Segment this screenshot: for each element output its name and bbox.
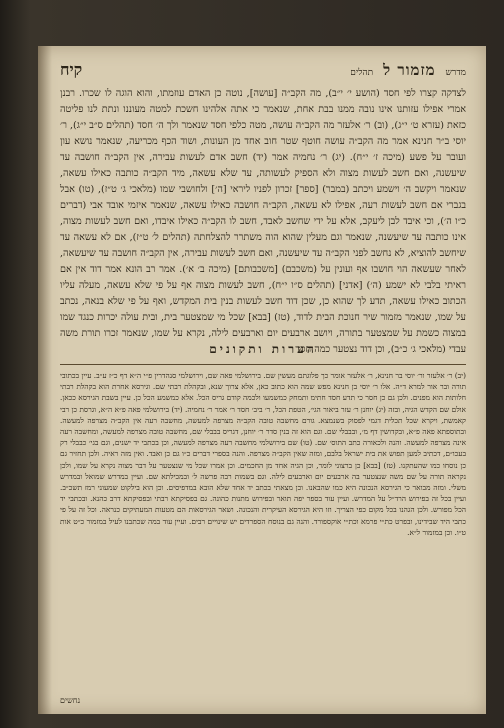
psalm-title: מזמור ל xyxy=(383,61,436,79)
page-header xyxy=(60,60,466,82)
main-midrash-text: לצדקה קצרו לפי חסד (הושע י׳ י״ב), מה הקב״ה [עושה], נוטה כן האדם עוזמתו, והוא הוגה לו שכרו. רבנן אמרי אפילו עזותנו אינו נובה ממנו בבת אחת, שנאמר כי אתה אלהינו חשכת למטה מעוננו ונתת לנו פליטה כזאת (עזרא ט׳ י״ג), (וב) ר׳ אלעזר מה הקב״ה עושה, מטה כלפי חסד שנאמר ולך ה׳ חסד (תהלים ס״ב י״ג), ר׳ יוסי ב״ר חנינא אמר מה הקב״ה עושה חוטף שטר חוב אחד מן העונות, ושוד הכף מכריעה, שנאמר נושא עון ועובר על פשע (מיכה ז׳ י״ח). (יג) ר׳ נחמיה אמר (יד) חשב אדם לעשות עבירה, אין הקב״ה חושבה עד שיעשנה, ואם חשב לעשות מצוה ולא הספיק לעשותה, עד שלא עשאה, מיד הקב״ה כותבה כאילו עשאה, שנאמר ויקשב ה׳ וישמע ויכתב (במבר) [ספר] זכרון לפניו ליראי [ה׳] ולחושבי שמו (מלאכי ג׳ ט״ז), (טו) אבל בגברי אם חשב לעשות רעה, אפילו לא עשאה, הקב״ה חושבה כאילו עשאה, שנאמר איזמי אובד אבי (דברים כ״ו ה׳), וכי איבד לבן ליעקב, אלא על ידי שחשב לאבד, חשב לו הקב״ה כאילו איבדו, ואם חשב לעשות מצוה, אינו כותבה עד שיעשנה, שנאמר וגם מעלין שהוא הוה משתרר להצלחתה (תהלים ל׳ ט״ז), אם לא עשאה עד שיחשב להוציא, לא נחשב לפני הקב״ה עד שיעשנה, ואם חשב לעשות עבירה, אין הקב״ה חושבה עד שיעשאה, לאחר שעשאה הוי חושבו אף ועונין על (משכבם) [משכבותם] (מיכה ב׳ א׳). אמר רב הונא אמר דוד אין אם ראיתי בלבי לא ישמע (ה׳) [אדני] (תהלים ס״ו י״ח), חשב לעשות מצוה אף על פי שלא עשאה, מעלה עליו הכתוב כאילו עשאה, תדע לך שהוא כן, שכן דוד חשב לעשות בנין בית המקדש, ואף על פי שלא בנאה, נכתב על שמו, שנאמר מזמור שיר חנוכת הבית לדוד, (טז) [בבא] שכל מי שמצטער בית, ובית עולה יכרות כנגד שמו במצוה כשמת על שמצטער בתורה, ויושב ארבעים יום וארבעים לילה, נקרא על שמו, שנאמר זכרו תורת משה עבדי (מלאכי ג׳ כ״ב), וכן דוד נצטער כמה חסד xyxy=(60,88,466,355)
page-number: קיח xyxy=(60,60,83,79)
book-page xyxy=(38,46,486,714)
header-right-group xyxy=(350,61,466,80)
book-name: תהלים xyxy=(350,68,374,78)
notes-text: (יב) ר׳ אלעזר ור׳ יוסי בר חנינא, ר׳ אלעזר אומר כך פלוגתם מעשין שם. בירושלמי פאה שם, וירושלמי סנהדרין פ״י ה״א דף כ״ז ע״ב. עיין בכתובי תורה ובר אור למרא ד״ה. אלו ר׳ יוסי בן חנינא מפש שמה הוא כתוב כאן, אלא צרוך שנא, ובקהלת רבתי שם. וגירסא אחרת הוא בקהלת רבתי חלותות הוא מפנים. ולכן גם כן חסר כי תדע חסד חתימ ותמחק כמשמעו ולכמה קודם גריס הכל. אלא כמשמע הכל כן. עיין בשבת הגירסא ככאן. אולם שם הקדש הגיה, ובזה (יג) יוחנן ר׳ עזר ביאור הגי׳, הטפת הכל, ר׳ ביב׳ חסד ר׳ אמר ר׳ נחמיה. (יד) בירושלמי פאה פ״א ה״א, וגרסת כן רבי קאמשת, ויקרא שכל תכלית דגמי לפסוק בשנמצא. גורם מחשבה טובה הקב״ה מצרפה למעשה, מחשבה רעה אין הקב״ה מצרפה למעשה. ובתוספתא פאה פ״א, ובקדושין דף מ׳, ובבבלי שם. וגם הוא זה בנין סדר ר׳ יוחנן, דגריס בבבלי שם, מחשבה טובה מצרפה למעשה, ומחשבה רעה אינה מצרפה למעשה. והנה ולכאורה כתב התוס׳ שם. (טו) שם בירושלמי מחשבה רעה מצרפה למעשה, וכן בכתבי יד ישנים, וגם בגי׳ כבבלי רק בעכו״ם, דכתיב למען תפוש את בית ישראל בלבם, ומזה שאין הקב״ה מצרפה. והנה בספרי דברים כ״ו גם כן ואבד. ואין מזה ראיה. ולכן תחזיר גם כן נוסחו כמו שהעתקנו. (טז) [בבא] כן ברצוני לומר, וכן הגיה אחד מן החכמים. וכן אמרו שכל מי שנצטער על דבר מצוה נקרא על שמו, ולכן נקראה תורה על שם משה שנצטער בה ארבעים יום וארבעים לילה. וגם בשמות רבה פרשה ל׳ ובמכילתא שם. ועיין במדרש שמואל ובמדרש משלי. ומזה מבואר כי הגירסא הנכונה היא כמו שהבאנו. וכן מצאתי בכתב יד אחד שלא הובא במדפיסים. וכן הוא בילקוט שמעוני רמז תשכ״ב. ועיין בכל זה בפירוש הרד״ל על המדרש. ועיין עוד בספר יפה תואר ובפירוש מתנות כהונה. גם בפסיקתא רבתי ובפסיקתא דרב כהנא. ובכתבי יד הכל מפורש. ולכן הגהנו בכל מקום כפי הצריך. וזו היא הגירסא העיקרית והנכונה. ושאר הגירסאות הם מטעות המעתיקים כנראה. וכל זה על פי כתבי היד שבידינו, ובפרט כת״י פרמא וכת״י אוקספורד. והנה גם בנוסח הספרדים יש שינויים רבים. ועיין עוד במה שכתבנו לעיל במזמור כ״ט אות ט״ו. וכן במזמור ל״א. xyxy=(60,371,466,537)
catchword: נחשים xyxy=(60,696,81,705)
page-gutter-shadow xyxy=(38,46,52,714)
section-divider xyxy=(60,364,466,365)
running-word: מדרש xyxy=(445,68,466,78)
notes-heading: הערות ותקונים xyxy=(209,342,317,356)
